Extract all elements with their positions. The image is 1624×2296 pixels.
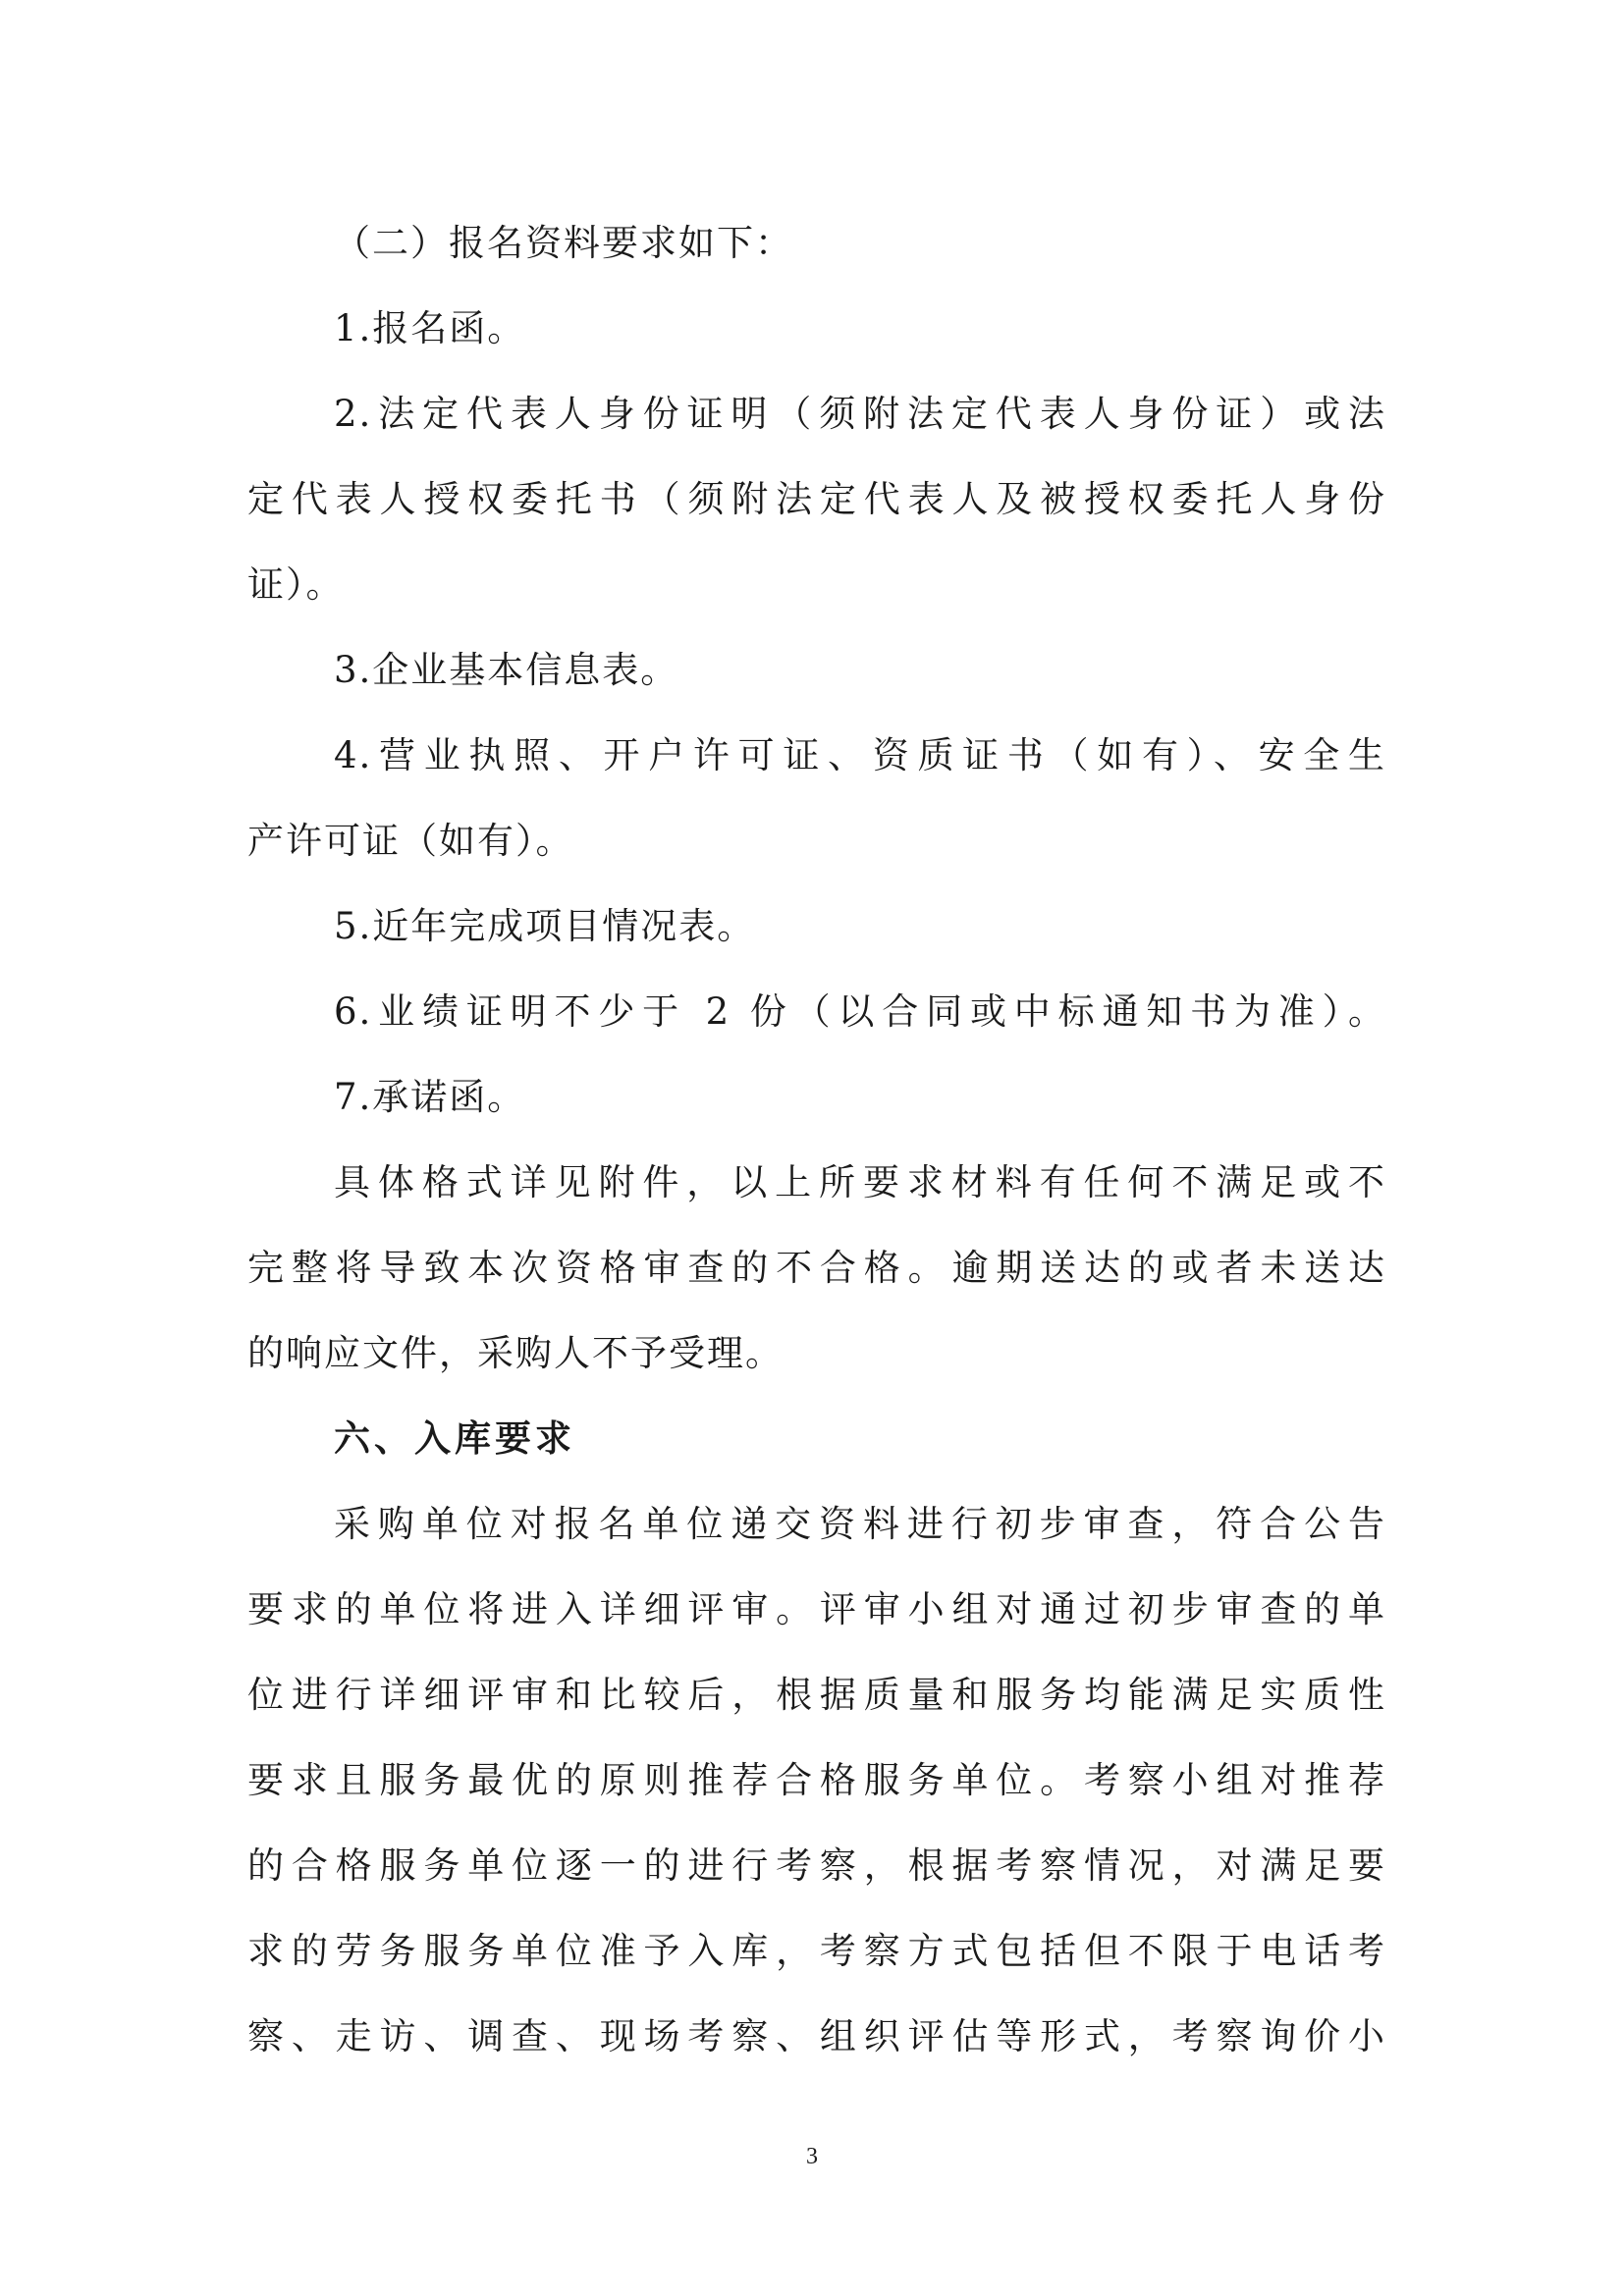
text-line: 证）。	[247, 563, 345, 606]
list-item: 1.报名函。	[334, 307, 526, 349]
section-subheading: （二）报名资料要求如下：	[334, 222, 793, 264]
paragraph-line: 的合格服务单位逐一的进行考察，根据考察情况，对满足要	[247, 1844, 1386, 1887]
list-item: 2.法定代表人身份证明（须附法定代表人身份证）或法	[334, 393, 1386, 435]
list-item: 3.企业基本信息表。	[334, 649, 679, 691]
text-line: 产许可证（如有）。	[247, 820, 574, 862]
list-item: 6.业绩证明不少于 2 份（以合同或中标通知书为准）。	[334, 990, 1386, 1033]
paragraph-line: 察、走访、调查、现场考察、组织评估等形式，考察询价小	[247, 2015, 1386, 2057]
text-line: 定代表人授权委托书（须附法定代表人及被授权委托人身份	[247, 478, 1386, 520]
page-number: 3	[806, 2144, 818, 2169]
list-item: 4.营业执照、开户许可证、资质证书（如有）、安全生	[334, 734, 1386, 776]
paragraph-line: 要求且服务最优的原则推荐合格服务单位。考察小组对推荐	[247, 1759, 1386, 1801]
list-item: 5.近年完成项目情况表。	[334, 905, 756, 947]
paragraph-line: 要求的单位将进入详细评审。评审小组对通过初步审查的单	[247, 1588, 1386, 1630]
paragraph-line: 位进行详细评审和比较后，根据质量和服务均能满足实质性	[247, 1674, 1386, 1716]
paragraph-line: 完整将导致本次资格审查的不合格。逾期送达的或者未送达	[247, 1247, 1386, 1289]
paragraph-line: 的响应文件，采购人不予受理。	[247, 1332, 784, 1374]
section-heading: 六、入库要求	[334, 1417, 575, 1460]
paragraph-line: 采购单位对报名单位递交资料进行初步审查，符合公告	[334, 1503, 1386, 1545]
paragraph-line: 具体格式详见附件，以上所要求材料有任何不满足或不	[334, 1161, 1386, 1203]
list-item: 7.承诺函。	[334, 1076, 526, 1118]
paragraph-line: 求的劳务服务单位准予入库，考察方式包括但不限于电话考	[247, 1930, 1386, 1972]
